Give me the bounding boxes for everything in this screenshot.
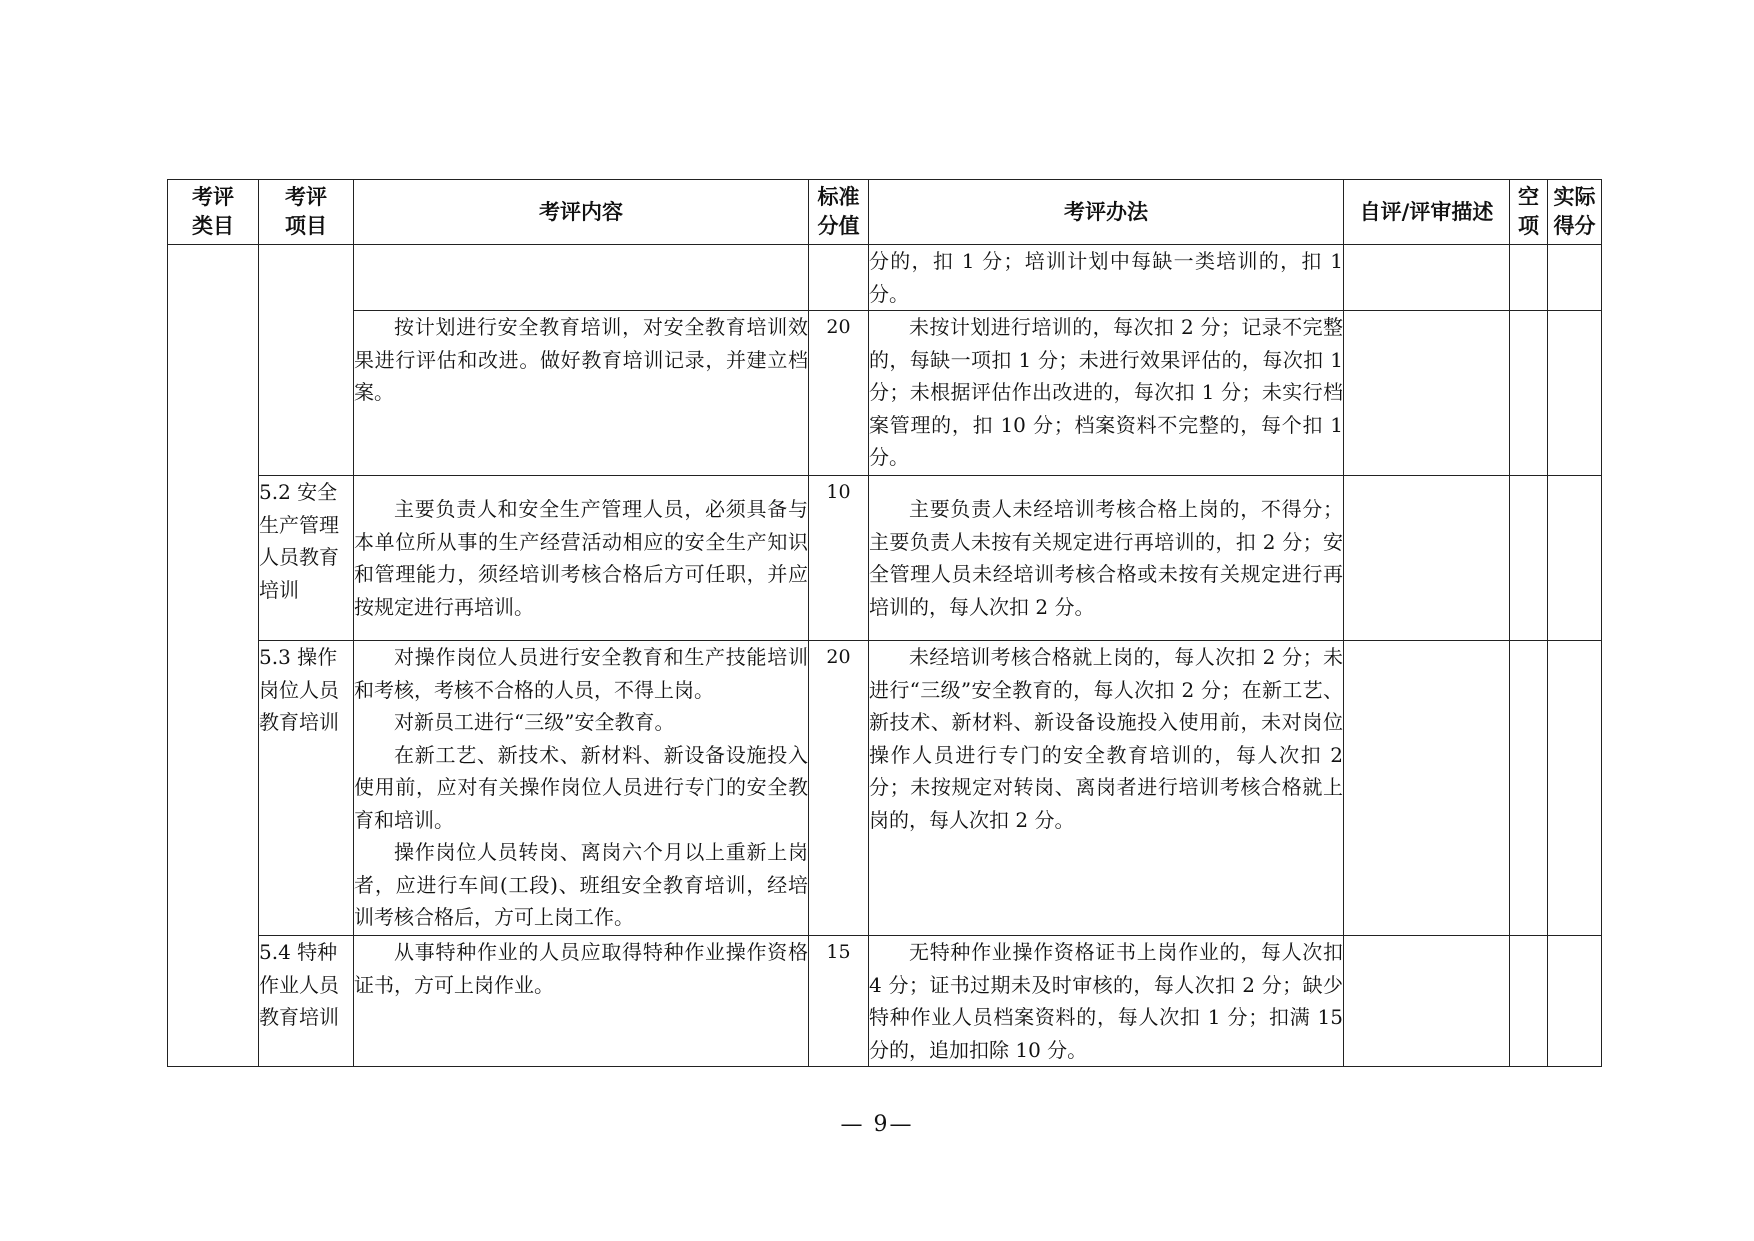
method-cell [869, 641, 1344, 936]
table-row [168, 641, 1602, 936]
method-text: 主要负责人未经培训考核合格上岗的，不得分；主要负责人未按有关规定进行再培训的，扣 2 分；安全管理人员未经培训考核合格或未按有关规定进行再培训的，每人次扣 2 分。 [869, 497, 1343, 619]
score-cell: 10 [809, 476, 869, 641]
method-text: 未经培训考核合格就上岗的，每人次扣 2 分；未进行“三级”安全教育的，每人次扣 2 分；在新工艺、新技术、新材料、新设备设施投入使用前，未对岗位操作人员进行专门的安全教育培训的，每人次扣 2 分；未按规定对转岗、离岗者进行培训考核合格就上岗的，每人次扣 2 分。 [869, 645, 1343, 832]
actual-score-cell [1548, 245, 1602, 311]
header-content-label: 考评内容 [539, 199, 623, 224]
self-review-cell [1344, 641, 1510, 936]
method-text: 未按计划进行培训的，每次扣 2 分；记录不完整的，每缺一项扣 1 分；未进行效果评估的，每次扣 1 分；未根据评估作出改进的，每次扣 1 分；未实行档案管理的，扣 10 分；档案资料不完整的，每个扣 1 分。 [869, 315, 1343, 469]
empty-cell [1510, 936, 1548, 1067]
method-cell [869, 936, 1344, 1067]
score-cell: 15 [809, 936, 869, 1067]
header-empty [1510, 180, 1548, 245]
self-review-cell [1344, 476, 1510, 641]
header-actual [1548, 180, 1602, 245]
method-cell [869, 476, 1344, 641]
header-self-review [1344, 180, 1510, 245]
content-text: 在新工艺、新技术、新材料、新设备设施投入使用前，应对有关操作岗位人员进行专门的安全教育和培训。 [354, 742, 808, 832]
self-review-cell [1344, 245, 1510, 311]
score-cell: 20 [809, 641, 869, 936]
table-row [168, 245, 1602, 311]
header-item-label: 考评 项目 [285, 185, 327, 238]
header-score-label: 标准 分值 [817, 185, 860, 238]
actual-score-cell [1548, 936, 1602, 1067]
content-text: 操作岗位人员转岗、离岗六个月以上重新上岗者，应进行车间(工段)、班组安全教育培训，经培训考核合格后，方可上岗工作。 [354, 840, 808, 929]
header-score [809, 180, 869, 245]
content-text: 主要负责人和安全生产管理人员，必须具备与本单位所从事的生产经营活动相应的安全生产知识和管理能力，须经培训考核合格后方可任职，并应按规定进行再培训。 [354, 497, 808, 619]
content-cell [354, 476, 809, 641]
category-cell [168, 245, 259, 1067]
method-text: 分的，扣 1 分；培训计划中每缺一类培训的，扣 1 分。 [869, 249, 1343, 306]
empty-cell [1510, 476, 1548, 641]
self-review-cell [1344, 311, 1510, 476]
content-text: 从事特种作业的人员应取得特种作业操作资格证书，方可上岗作业。 [354, 940, 808, 997]
item-cell: 5.2 安全生产管理人员教育培训 [259, 476, 354, 641]
header-row [168, 180, 1602, 245]
content-cell [354, 936, 809, 1067]
header-self-review-label: 自评/评审描述 [1359, 199, 1494, 224]
score-cell [809, 245, 869, 311]
table-row [168, 476, 1602, 641]
method-cell [869, 311, 1344, 476]
self-review-cell [1344, 936, 1510, 1067]
item-cell: 5.3 操作岗位人员教育培训 [259, 641, 354, 936]
header-content [354, 180, 809, 245]
table-row [168, 936, 1602, 1067]
header-empty-label: 空 项 [1518, 185, 1539, 238]
content-text: 对操作岗位人员进行安全教育和生产技能培训和考核，考核不合格的人员，不得上岗。 [354, 645, 808, 702]
table-row [168, 311, 1602, 476]
header-actual-label: 实际 得分 [1553, 185, 1596, 238]
header-item [259, 180, 354, 245]
empty-cell [1510, 311, 1548, 476]
score-cell: 20 [809, 311, 869, 476]
header-method-label: 考评办法 [1064, 199, 1148, 224]
content-cell [354, 311, 809, 476]
page-number: — 9— [840, 1112, 914, 1137]
item-cell: 5.4 特种作业人员教育培训 [259, 936, 354, 1067]
actual-score-cell [1548, 476, 1602, 641]
header-category-label: 考评 类目 [192, 185, 234, 238]
content-text: 按计划进行安全教育培训，对安全教育培训效果进行评估和改进。做好教育培训记录，并建立档案。 [354, 315, 808, 404]
method-text: 无特种作业操作资格证书上岗作业的，每人次扣 4 分；证书过期未及时审核的，每人次扣 2 分；缺少特种作业人员档案资料的，每人次扣 1 分；扣满 15 分的，追加扣除 10 分。 [869, 940, 1343, 1062]
actual-score-cell [1548, 641, 1602, 936]
evaluation-table [167, 179, 1602, 1067]
content-cell [354, 641, 809, 936]
empty-cell [1510, 245, 1548, 311]
item-cell [259, 245, 354, 476]
header-method [869, 180, 1344, 245]
method-cell [869, 245, 1344, 311]
content-text: 对新员工进行“三级”安全教育。 [394, 710, 675, 734]
actual-score-cell [1548, 311, 1602, 476]
content-cell [354, 245, 809, 311]
header-category [168, 180, 259, 245]
empty-cell [1510, 641, 1548, 936]
